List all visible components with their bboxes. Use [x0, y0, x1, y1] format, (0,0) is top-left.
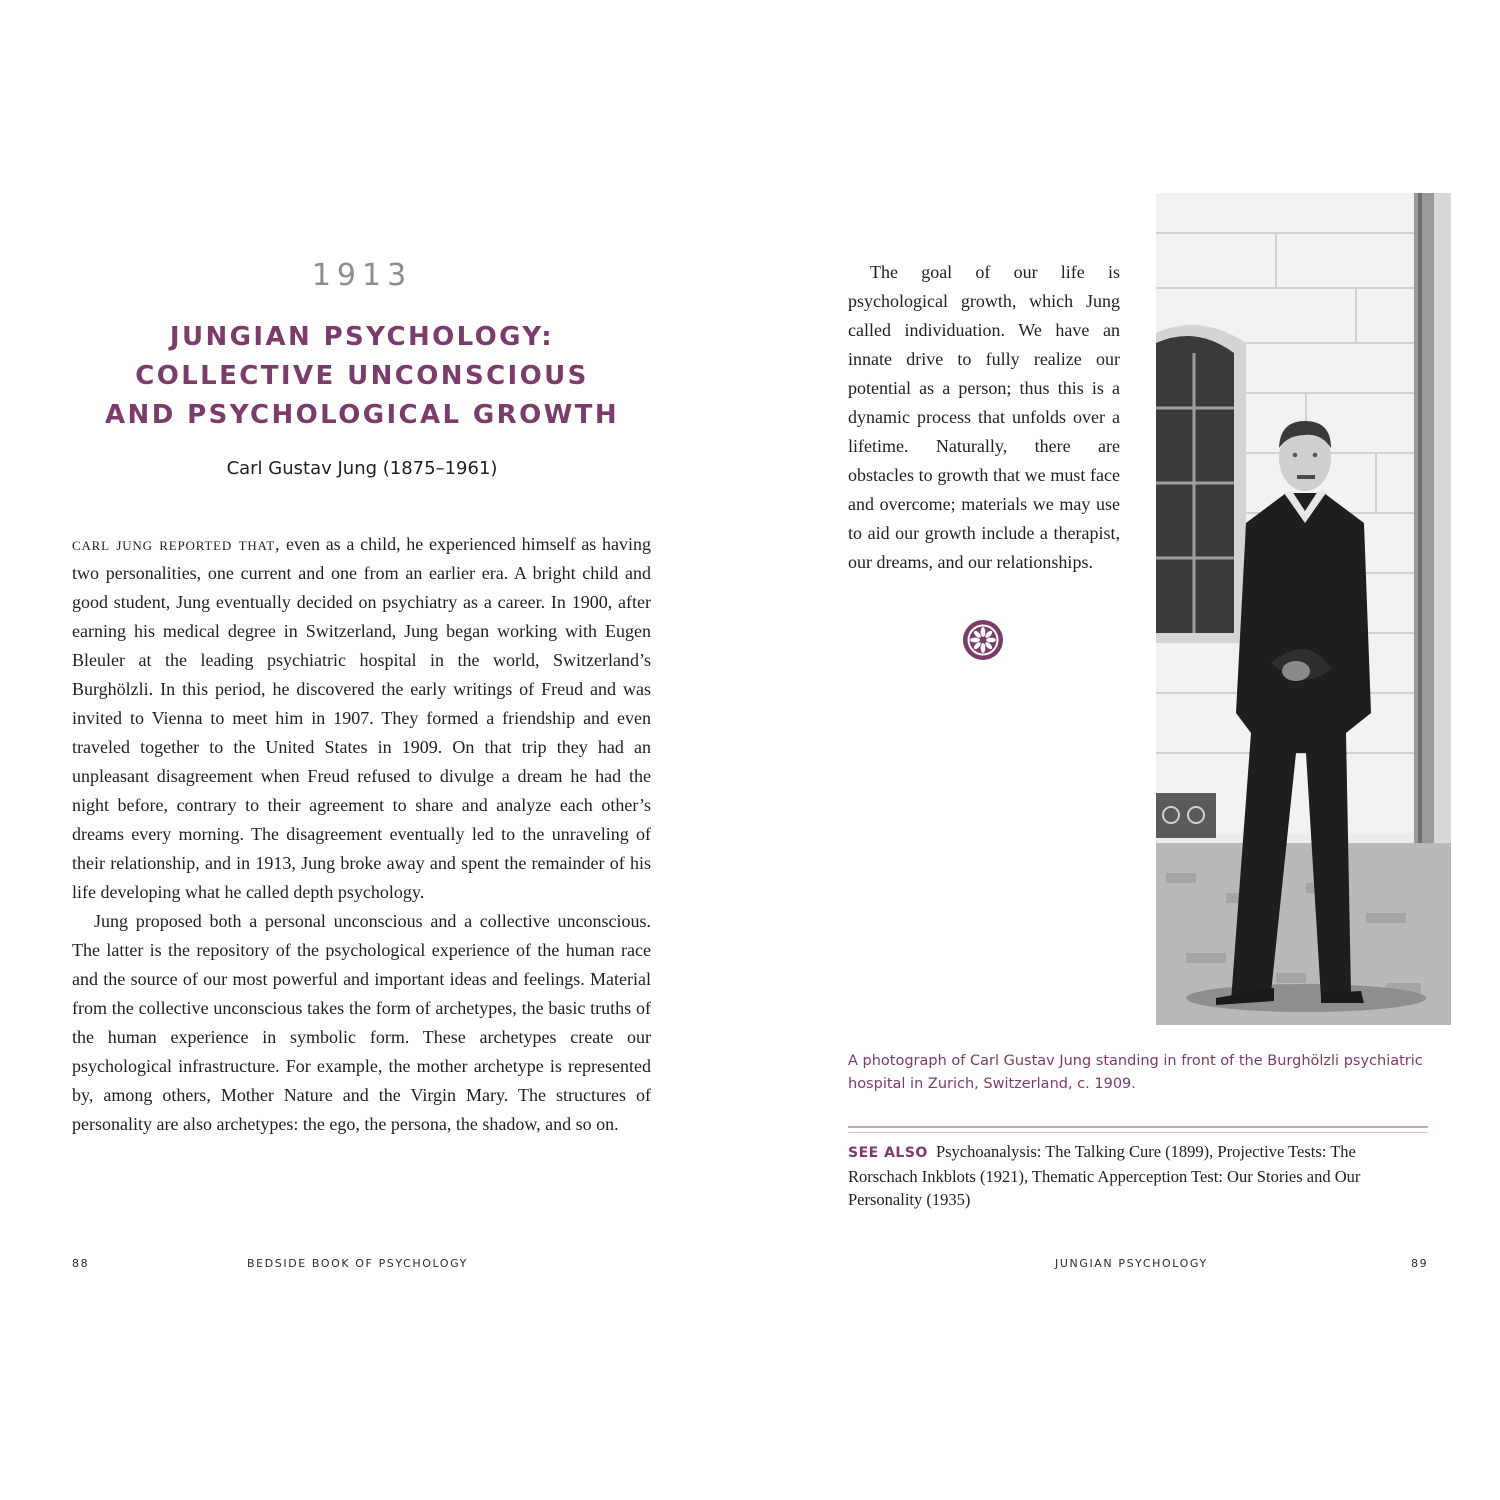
- running-head: BEDSIDE BOOK OF PSYCHOLOGY: [247, 1257, 469, 1270]
- body-text-left: [72, 530, 651, 1139]
- paragraph-text: even as a child, he experienced himself as having two personalities, one current and one from an earlier era. A bright child and good student, Jung eventually decided on psychiatry as a career. In 1900, after earning his medical degree in Switzerland, Jung began working with Eugen Bleuler at the leading psychiatric hospital in the world, Switzerland’s Burghölzli. In this period, he discovered the early writings of Freud and was invited to Vienna to meet him in 1907. They formed a friendship and even traveled together to the United States in 1909. On that trip they had an unpleasant disagreement when Freud refused to divulge a dream he had the night before, contrary to their agreement to share and analyze each other’s dreams every morning. The disagreement eventually led to the unraveling of their relationship, and in 1913, Jung broke away and spent the remainder of his life developing what he called depth psychology.: [72, 534, 651, 902]
- lead-in: carl jung reported that,: [72, 534, 281, 554]
- chapter-title-line: AND PSYCHOLOGICAL GROWTH: [105, 400, 619, 430]
- paragraph: Jung proposed both a personal unconscious and a collective unconscious. The latter is the repository of the psychological experience of the human race and the source of our most powerful and important ideas and feelings. Material from the collective unconscious takes the form of archetypes, the basic truths of the human experience in symbolic form. These archetypes create our psychological infrastructure. For example, the mother archetype is represented by, among others, Mother Nature and the Virgin Mary. The structures of personality are also archetypes: the ego, the persona, the shadow, and so on.: [72, 911, 651, 1134]
- see-also-label: SEE ALSO: [848, 1145, 928, 1161]
- chapter-title: [72, 318, 652, 435]
- byline: Carl Gustav Jung (1875–1961): [226, 458, 498, 479]
- photo-caption: A photograph of Carl Gustav Jung standing in front of the Burghölzli psychiatric hospital in Zurich, Switzerland, c. 1909.: [848, 1053, 1423, 1092]
- see-also-text: Psychoanalysis: The Talking Cure (1899), Projective Tests: The Rorschach Inkblots (1921), Thematic Apperception Test: Our Stories and Our Personality (1935): [848, 1142, 1361, 1209]
- see-also: [848, 1140, 1428, 1211]
- body-text-right: [848, 258, 1120, 577]
- paragraph: [72, 530, 651, 907]
- chapter-year: 1913: [311, 258, 413, 293]
- chapter-title-line: JUNGIAN PSYCHOLOGY:: [169, 322, 555, 352]
- divider-rule: [848, 1132, 1428, 1133]
- flower-ornament-icon: [961, 618, 1005, 662]
- right-page: [750, 0, 1500, 1500]
- running-head: JUNGIAN PSYCHOLOGY: [1055, 1257, 1208, 1270]
- jung-photograph: [1156, 193, 1451, 1025]
- divider-rule: [848, 1126, 1428, 1128]
- paragraph: The goal of our life is psychological growth, which Jung called individuation. We have an innate drive to fully realize our potential as a person; thus this is a dynamic process that unfolds over a lifetime. Naturally, there are obstacles to growth that we must face and overcome; materials we may use to aid our growth include a therapist, our dreams, and our relationships.: [848, 262, 1120, 572]
- page-number: 88: [72, 1257, 90, 1270]
- chapter-title-line: COLLECTIVE UNCONSCIOUS: [135, 361, 589, 391]
- page-number: 89: [1411, 1257, 1429, 1270]
